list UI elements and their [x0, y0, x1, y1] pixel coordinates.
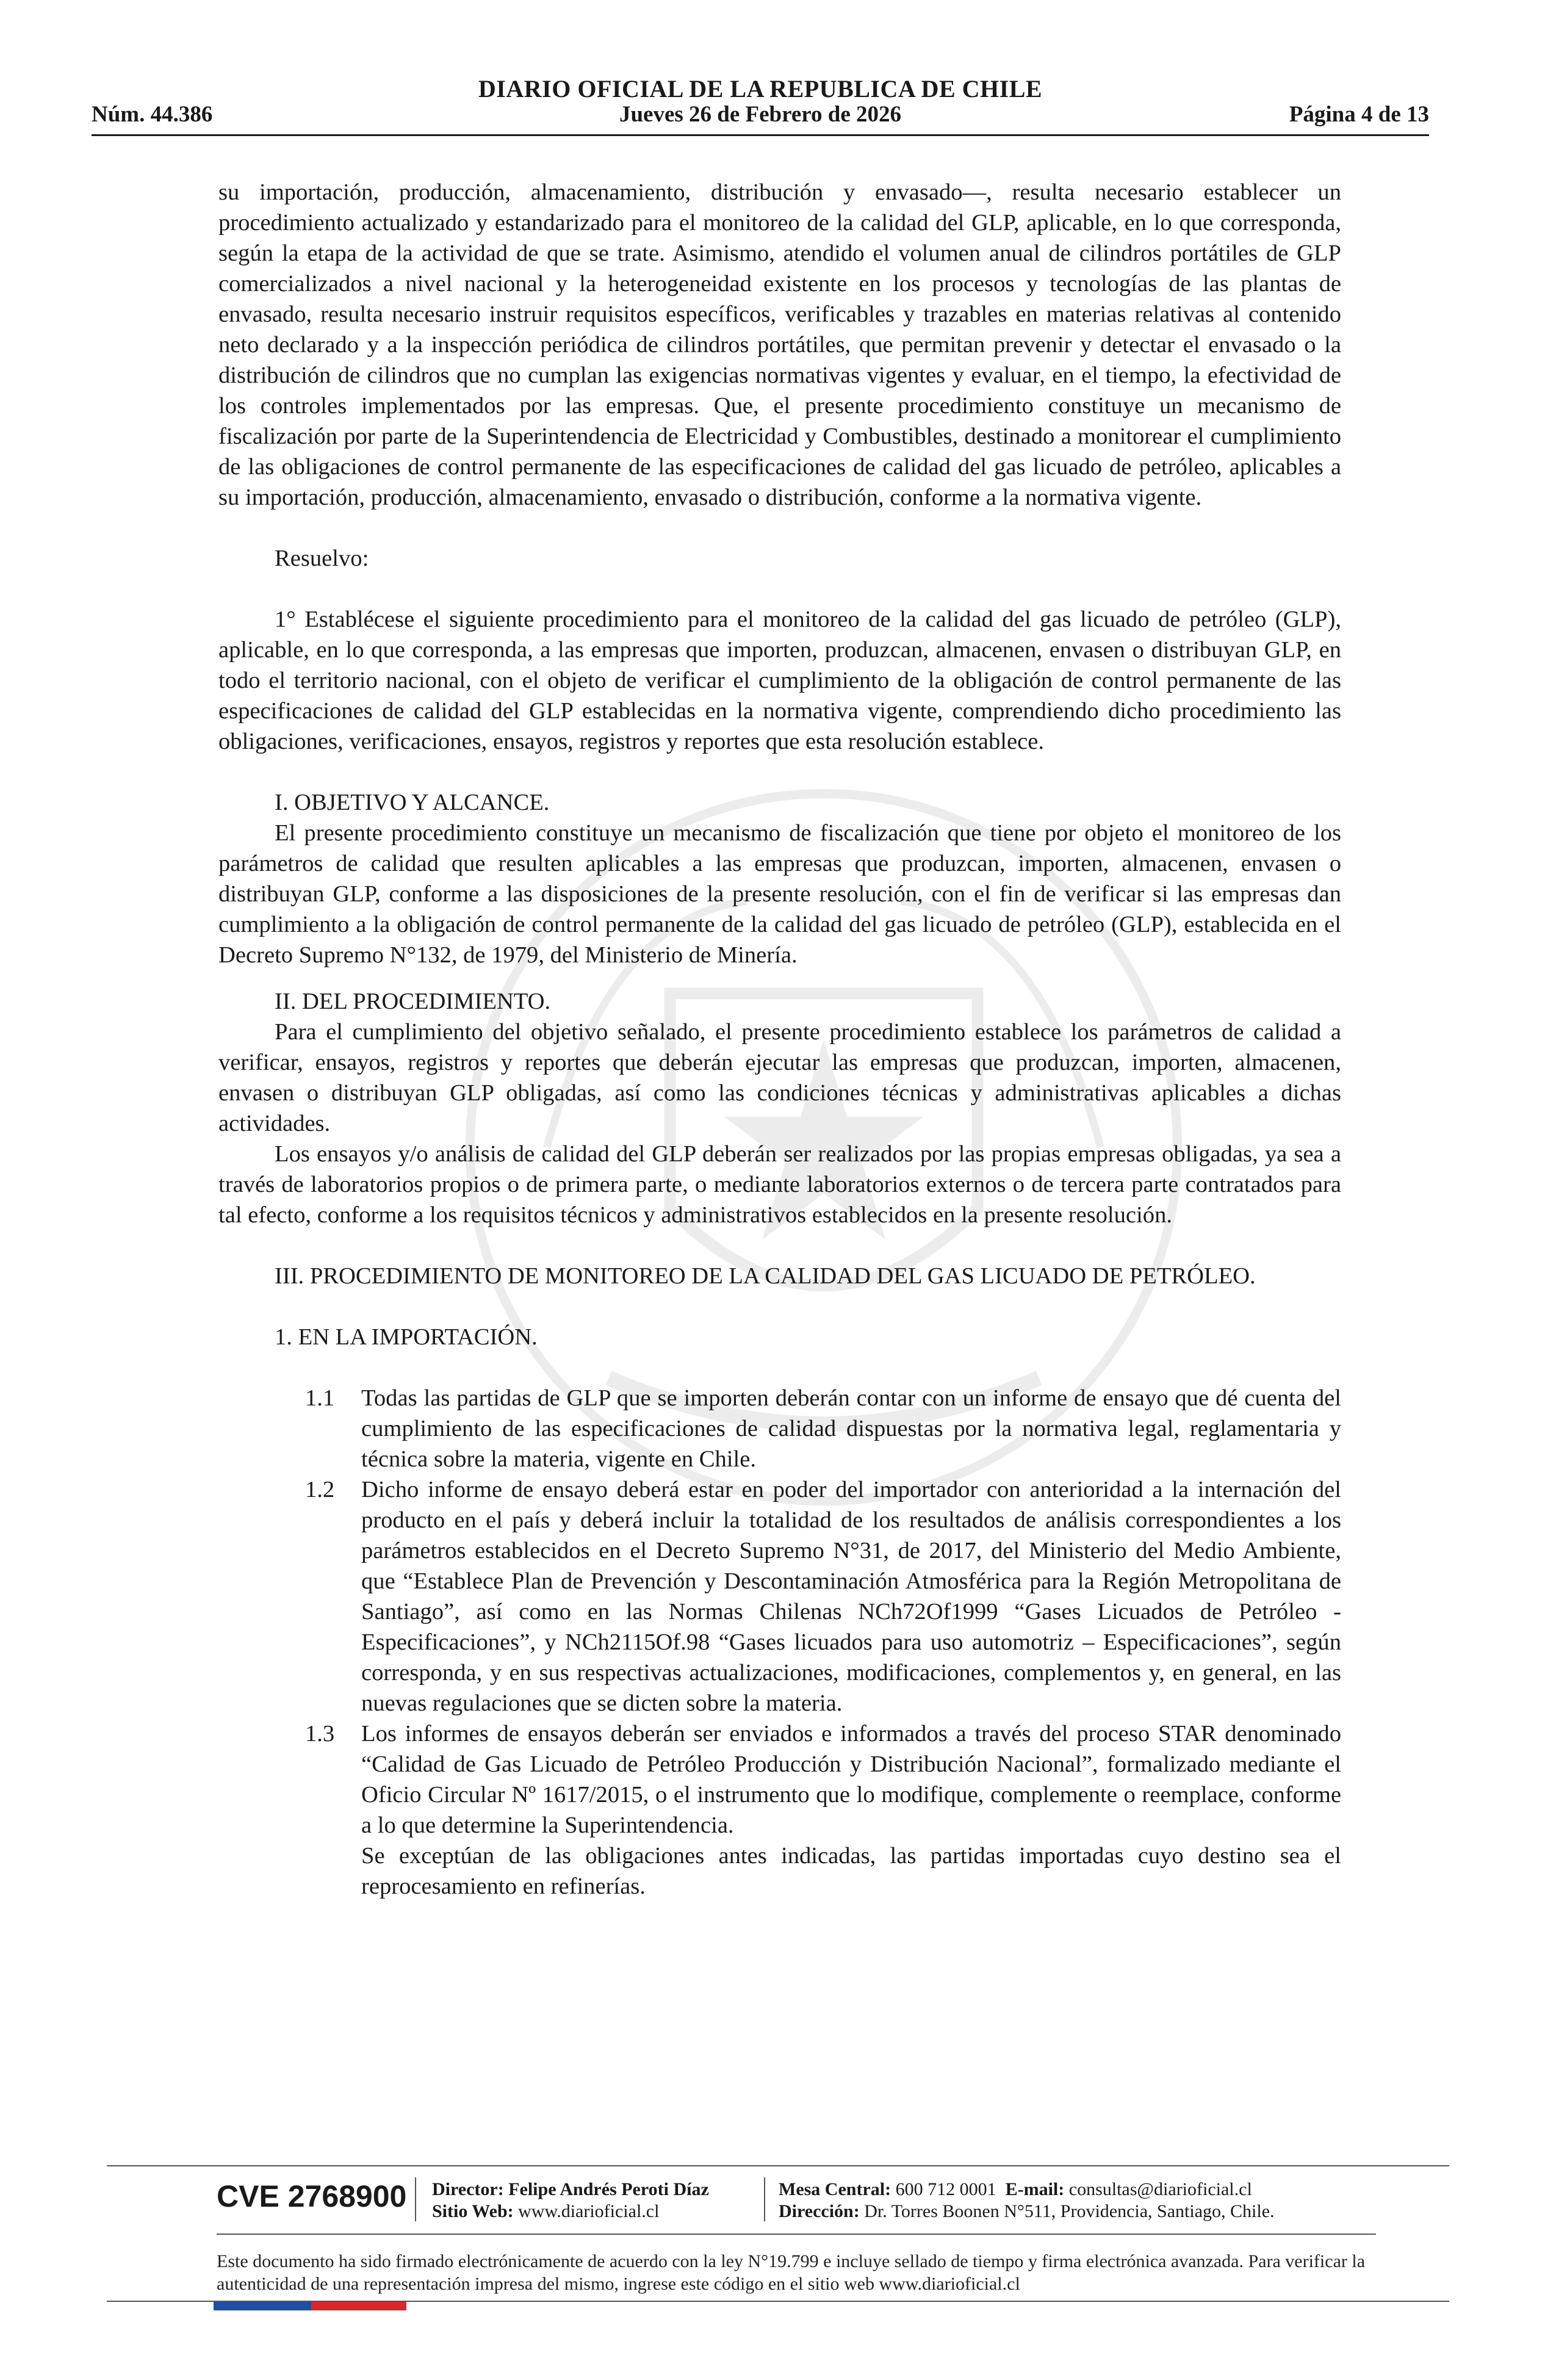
- director-label: Director:: [432, 2179, 504, 2199]
- resuelvo-label: Resuelvo:: [275, 546, 369, 571]
- paragraph: Los ensayos y/o análisis de calidad del GLP deberán ser realizados por las propias empresas obligadas, ya sea a través de laboratorios propios o de primera parte, o mediante laboratorios externos o de tercera parte contratados para tal efecto, conforme a los requisitos técnicos y administrativos establecidos en la presente resolución.: [218, 1141, 1341, 1228]
- section-heading: III. PROCEDIMIENTO DE MONITOREO DE LA CALIDAD DEL GAS LICUADO DE PETRÓLEO.: [275, 1263, 1256, 1289]
- website-link[interactable]: www.diarioficial.cl: [518, 2201, 660, 2221]
- item-number: 1.1: [305, 1385, 335, 1411]
- flag-blue-segment: [214, 2302, 311, 2310]
- footer-top-rule: [107, 2165, 1449, 2166]
- issue-date: Jueves 26 de Febrero de 2026: [619, 102, 902, 127]
- paragraph: El presente procedimiento constituye un mecanismo de fiscalización que tiene por objeto el monitoreo de los parámetros de calidad que resulten aplicables a las empresas que produzcan, importen, almacenen, envasen o distribuyan GLP, conforme a las disposiciones de la presente resolución, con el fin de verificar si las empresas dan cumplimiento a la obligación de control permanente de la calidad del gas licuado de petróleo (GLP), establecida en el Decreto Supremo N°132, de 1979, del Ministerio de Minería.: [218, 820, 1341, 968]
- page-header: [92, 74, 1429, 140]
- director-name: Felipe Andrés Peroti Díaz: [508, 2179, 709, 2199]
- item-text: Los informes de ensayos deberán ser enviados e informados a través del proceso STAR denominado “Calidad de Gas Licuado de Petróleo Producción y Distribución Nacional”, formalizado mediante el Oficio Circular Nº 1617/2015, o el instrumento que lo modifique, complemente o reemplace, conforme a lo que determine la Superintendencia.: [361, 1721, 1341, 1838]
- item-number: 1.3: [305, 1721, 335, 1747]
- email-link[interactable]: consultas@diarioficial.cl: [1068, 2179, 1252, 2199]
- address-label: Dirección:: [779, 2201, 860, 2221]
- header-rule: [92, 134, 1429, 136]
- subsection-heading: 1. EN LA IMPORTACIÓN.: [275, 1324, 538, 1350]
- cve-code: CVE 2768900: [217, 2179, 407, 2213]
- legal-notice: Este documento ha sido firmado electrónicamente de acuerdo con la ley N°19.799 e incluye sellado de tiempo y firma electrónica avanzada. Para verificar la autenticidad de una representación impresa del mismo, ingrese este código en el sitio web www.diarioficial.cl: [217, 2251, 1366, 2294]
- item-text: Todas las partidas de GLP que se importen deberán contar con un informe de ensayo que dé cuenta del cumplimiento de las especificaciones de calidad dispuestas por la normativa legal, reglamentaria y técnica sobre la materia, vigente en Chile.: [361, 1385, 1341, 1472]
- list-item: [218, 1383, 1341, 1474]
- phone-label: Mesa Central:: [779, 2179, 891, 2199]
- item-text: Dicho informe de ensayo deberá estar en poder del importador con anterioridad a la internación del producto en el país y deberá incluir la totalidad de los resultados de análisis correspondientes a los parámetros establecidos en el Decreto Supremo N°31, de 2017, del Ministerio del Medio Ambiente, que “Establece Plan de Prevención y Descontaminación Atmosférica para la Región Metropolitana de Santiago”, así como en las Normas Chilenas NCh72Of1999 “Gases Licuados de Petróleo - Especificaciones”, y NCh2115Of.98 “Gases licuados para uso automotriz – Especificaciones”, según corresponda, y en sus respectivas actualizaciones, modificaciones, complementos y, en general, en las nuevas regulaciones que se dicten sobre la materia.: [361, 1477, 1341, 1716]
- issue-number: Núm. 44.386: [92, 102, 213, 127]
- footer-separator: [764, 2177, 765, 2221]
- address-text: Dr. Torres Boonen N°511, Providencia, Santiago, Chile.: [864, 2201, 1275, 2221]
- item-number: 1.2: [305, 1477, 335, 1502]
- section-heading: II. DEL PROCEDIMIENTO.: [275, 989, 551, 1014]
- paragraph: 1° Establécese el siguiente procedimiento para el monitoreo de la calidad del gas licuado de petróleo (GLP), aplicable, en lo que corresponda, a las empresas que importen, produzcan, almacenen, envasen o distribuyan GLP, en todo el territorio nacional, con el objeto de verificar el cumplimiento de la obligación de control permanente de las especificaciones de calidad del GLP establecidas en la normativa vigente, comprendiendo dicho procedimiento las obligaciones, verificaciones, ensayos, registros y reportes que esta resolución establece.: [218, 607, 1341, 754]
- paragraph: Se exceptúan de las obligaciones antes indicadas, las partidas importadas cuyo destino sea el reprocesamiento en refinerías.: [361, 1843, 1341, 1899]
- paragraph: Para el cumplimiento del objetivo señalado, el presente procedimiento establece los parámetros de calidad a verificar, ensayos, registros y reportes que deberán ejecutar las empresas que produzcan, importen, almacenen, envasen o distribuyan GLP obligadas, así como las condiciones técnicas y administrativas aplicables a dichas actividades.: [218, 1019, 1341, 1136]
- email-label: E-mail:: [1005, 2179, 1065, 2199]
- director-info: [432, 2179, 709, 2223]
- newspaper-title: DIARIO OFICIAL DE LA REPUBLICA DE CHILE: [478, 75, 1043, 103]
- chile-flag-stripe: [214, 2302, 406, 2310]
- flag-red-segment: [311, 2302, 406, 2310]
- phone-number: 600 712 0001: [895, 2179, 996, 2199]
- list-item: [218, 1718, 1341, 1841]
- footer-middle-rule: [217, 2234, 1376, 2235]
- section-heading: I. OBJETIVO Y ALCANCE.: [275, 790, 550, 815]
- footer-separator: [415, 2177, 416, 2221]
- document-body: [218, 177, 1341, 1902]
- paragraph: su importación, producción, almacenamiento, distribución y envasado—, resulta necesario establecer un procedimiento actualizado y estandarizado para el monitoreo de la calidad del GLP, aplicable, en lo que corresponda, según la etapa de la actividad de que se trate. Asimismo, atendido el volumen anual de cilindros portátiles de GLP comercializados a nivel nacional y la heterogeneidad existente en los procesos y tecnologías de las plantas de envasado, resulta necesario instruir requisitos específicos, verificables y trazables en materias relativas al contenido neto declarado y a la inspección periódica de cilindros portátiles, que permitan prevenir y detectar el envasado o la distribución de cilindros que no cumplan las exigencias normativas vigentes y evaluar, en el tiempo, la efectividad de los controles implementados por las empresas. Que, el presente procedimiento constituye un mecanismo de fiscalización por parte de la Superintendencia de Electricidad y Combustibles, destinado a monitorear el cumplimiento de las obligaciones de control permanente de las especificaciones de calidad del gas licuado de petróleo, aplicables a su importación, producción, almacenamiento, envasado o distribución, conforme a la normativa vigente.: [218, 179, 1341, 510]
- page-number: Página 4 de 13: [1289, 102, 1429, 127]
- web-label: Sitio Web:: [432, 2201, 514, 2221]
- list-item: [218, 1474, 1341, 1718]
- contact-info: [779, 2179, 1275, 2223]
